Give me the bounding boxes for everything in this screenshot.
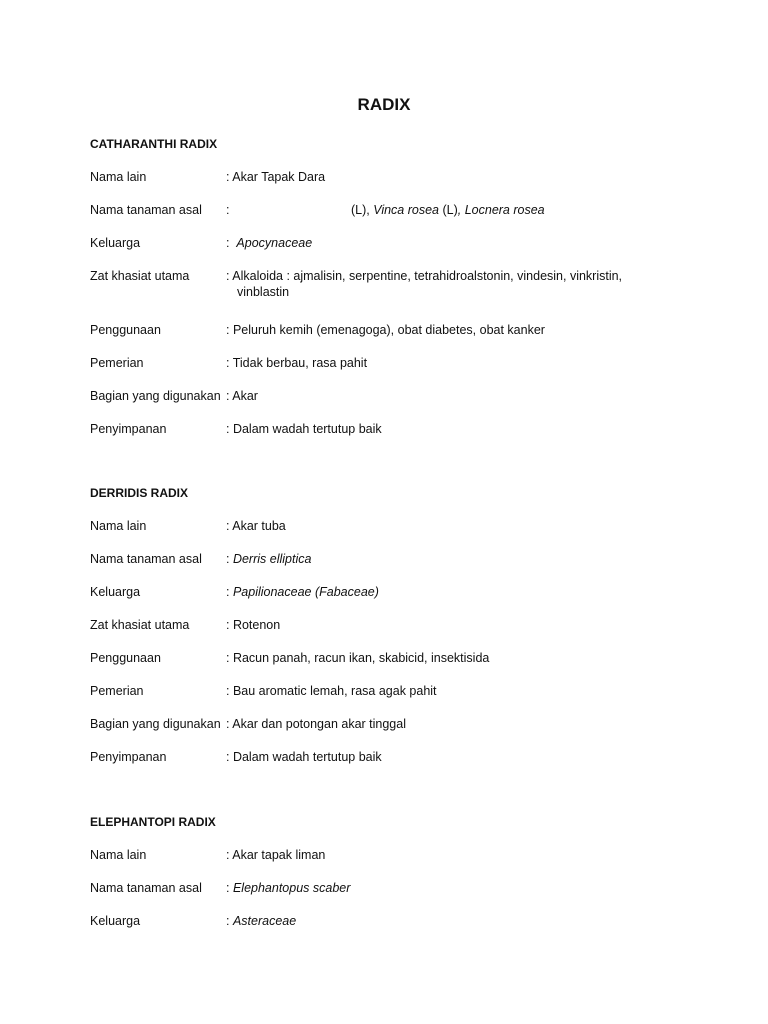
row-label: Penyimpanan <box>90 750 167 764</box>
author-abbrev: (L) <box>442 203 458 217</box>
section-heading: CATHARANTHI RADIX <box>90 137 218 151</box>
row-value-line: : Alkaloida : ajmalisin, serpentine, tetrahidroalstonin, vindesin, vinkristin, <box>226 269 623 283</box>
colon: : <box>226 236 237 250</box>
family-name: Papilionaceae (Fabaceae) <box>232 585 379 599</box>
species-name: Derris elliptica <box>232 552 312 566</box>
row-value <box>226 584 710 617</box>
row-penggunaan <box>90 322 710 355</box>
row-value <box>226 202 710 235</box>
row-penggunaan <box>90 650 710 683</box>
row-label: Penyimpanan <box>90 422 167 436</box>
species-name: Elephantopus scaber <box>232 881 351 895</box>
row-value: : Dalam wadah tertutup baik <box>226 422 382 436</box>
row-label: Penggunaan <box>90 651 161 665</box>
row-value: : Akar <box>226 389 258 403</box>
row-value-continuation: vinblastin <box>237 285 290 299</box>
row-zat-khasiat-utama <box>90 268 710 322</box>
row-keluarga <box>90 913 710 946</box>
row-value: : Akar tuba <box>226 519 286 533</box>
row-value: : Racun panah, racun ikan, skabicid, insektisida <box>226 651 490 665</box>
row-label: Nama lain <box>90 519 147 533</box>
row-keluarga <box>90 235 710 268</box>
colon: : <box>226 881 233 895</box>
row-penyimpanan <box>90 749 710 782</box>
row-value <box>226 551 710 584</box>
row-nama-lain <box>90 169 710 202</box>
row-value: : Peluruh kemih (emenagoga), obat diabetes, obat kanker <box>226 323 545 337</box>
row-label: Penggunaan <box>90 323 161 337</box>
row-nama-tanaman-asal <box>90 202 710 235</box>
row-value <box>226 913 710 946</box>
family-name: Asteraceae <box>232 914 297 928</box>
row-value: : Akar tapak liman <box>226 848 326 862</box>
row-label: Nama tanaman asal <box>90 203 202 217</box>
family-name: Apocynaceae <box>236 236 313 250</box>
row-bagian-yang-digunakan <box>90 716 710 749</box>
row-value: : Akar Tapak Dara <box>226 170 326 184</box>
row-value: : Bau aromatic lemah, rasa agak pahit <box>226 684 437 698</box>
row-label: Zat khasiat utama <box>90 269 190 283</box>
species-name: Vinca rosea <box>373 203 439 217</box>
species-name: , Locnera rosea <box>457 203 545 217</box>
section-derridis-radix <box>90 485 710 782</box>
row-label: Pemerian <box>90 684 144 698</box>
row-bagian-yang-digunakan <box>90 388 710 421</box>
row-label: Keluarga <box>90 914 141 928</box>
colon: : <box>226 914 233 928</box>
row-label: Bagian yang digunakan <box>90 389 221 403</box>
row-nama-tanaman-asal <box>90 880 710 913</box>
section-elephantopi-radix <box>90 814 710 946</box>
section-heading: DERRIDIS RADIX <box>90 486 189 500</box>
row-value: : Rotenon <box>226 618 281 632</box>
row-nama-tanaman-asal <box>90 551 710 584</box>
row-pemerian <box>90 683 710 716</box>
row-label: Nama tanaman asal <box>90 552 202 566</box>
row-value: : Dalam wadah tertutup baik <box>226 750 382 764</box>
row-label: Nama lain <box>90 170 147 184</box>
section-catharanthi-radix <box>90 136 710 454</box>
section-heading: ELEPHANTOPI RADIX <box>90 815 216 829</box>
row-nama-lain <box>90 847 710 880</box>
row-label: Keluarga <box>90 585 141 599</box>
row-label: Bagian yang digunakan <box>90 717 221 731</box>
row-nama-lain <box>90 518 710 551</box>
row-value <box>226 268 710 322</box>
row-value: : Tidak berbau, rasa pahit <box>226 356 368 370</box>
row-label: Pemerian <box>90 356 144 370</box>
colon: : <box>226 585 233 599</box>
colon: : <box>226 552 233 566</box>
row-penyimpanan <box>90 421 710 454</box>
row-value <box>226 235 710 268</box>
row-value: : Akar dan potongan akar tinggal <box>226 717 406 731</box>
page-title: RADIX <box>357 95 411 114</box>
colon: : <box>226 203 230 217</box>
row-label: Nama lain <box>90 848 147 862</box>
row-pemerian <box>90 355 710 388</box>
row-value <box>226 880 710 913</box>
row-label: Zat khasiat utama <box>90 618 190 632</box>
row-label: Nama tanaman asal <box>90 881 202 895</box>
row-zat-khasiat-utama <box>90 617 710 650</box>
row-label: Keluarga <box>90 236 141 250</box>
row-keluarga <box>90 584 710 617</box>
author-abbrev: (L), <box>350 203 370 217</box>
